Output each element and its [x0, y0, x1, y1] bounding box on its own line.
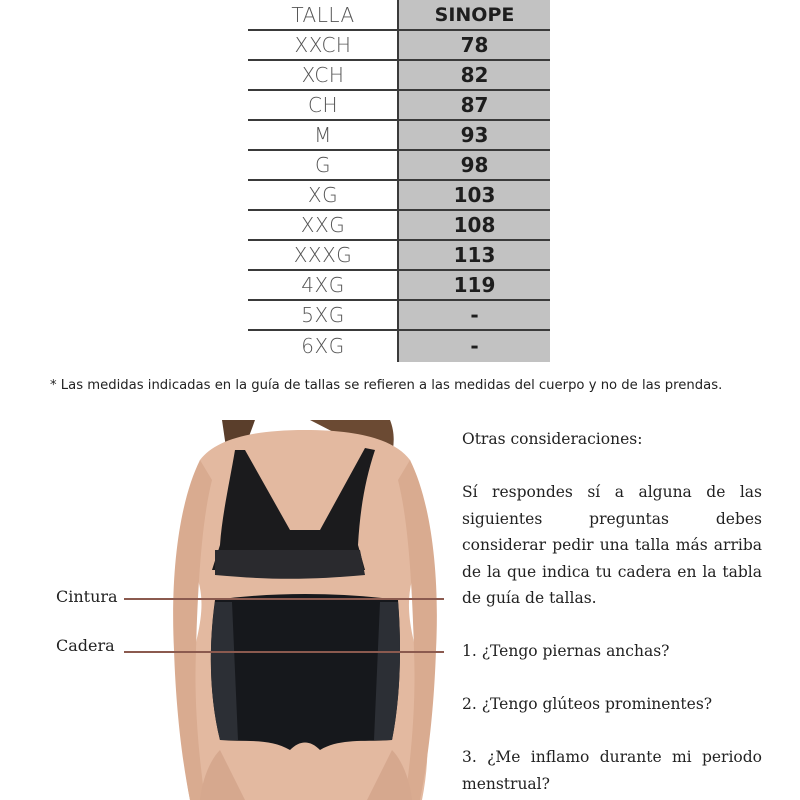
- size-cell: XG: [307, 183, 339, 207]
- size-cell: CH: [307, 93, 338, 117]
- hip-label: Cadera: [56, 636, 115, 655]
- model-photo: [160, 420, 450, 800]
- table-header-row: [248, 0, 550, 30]
- value-cell: -: [399, 300, 550, 330]
- size-cell: XXCH: [294, 33, 352, 57]
- considerations-title: Otras consideraciones:: [462, 430, 643, 448]
- value-cell: 108: [399, 210, 550, 240]
- question-item: 1. ¿Tengo piernas anchas?: [462, 642, 670, 660]
- hip-measure-line: [124, 651, 444, 653]
- question-item: 3. ¿Me inflamo durante mi periodo menstrual?: [462, 748, 762, 793]
- size-chart-table: [248, 0, 550, 362]
- value-cell: 113: [399, 240, 550, 270]
- size-cell: 6XG: [301, 334, 345, 358]
- size-guide-footnote: * Las medidas indicadas en la guía de tallas se refieren a las medidas del cuerpo y no de las prendas.: [50, 378, 723, 393]
- header-value: SINOPE: [399, 0, 550, 30]
- table-row: [248, 120, 550, 150]
- size-cell: 5XG: [301, 303, 345, 327]
- value-cell: 98: [399, 150, 550, 180]
- table-row: [248, 240, 550, 270]
- waist-measure-line: [124, 598, 444, 600]
- size-cell: XXXG: [293, 243, 353, 267]
- size-cell: 4XG: [301, 273, 345, 297]
- table-row: [248, 180, 550, 210]
- table-row: [248, 270, 550, 300]
- value-cell: 119: [399, 270, 550, 300]
- value-cell: 93: [399, 120, 550, 150]
- size-cell: XXG: [300, 213, 346, 237]
- table-divider: [248, 29, 550, 31]
- table-divider: [248, 209, 550, 211]
- value-cell: 87: [399, 90, 550, 120]
- considerations-intro: Sí respondes sí a alguna de las siguientes preguntas debes considerar pedir una talla más arriba de la que indica tu cadera en la tabla de guía de tallas.: [462, 483, 762, 607]
- table-divider: [248, 299, 550, 301]
- table-row: [248, 330, 550, 362]
- table-row: [248, 210, 550, 240]
- question-item: 2. ¿Tengo glúteos prominentes?: [462, 695, 713, 713]
- table-divider: [248, 89, 550, 91]
- size-cell: G: [315, 153, 331, 177]
- table-divider: [248, 269, 550, 271]
- table-divider: [248, 239, 550, 241]
- table-divider: [248, 149, 550, 151]
- size-cell: M: [314, 123, 332, 147]
- waist-label: Cintura: [56, 587, 118, 606]
- value-cell: 82: [399, 60, 550, 90]
- value-cell: 78: [399, 30, 550, 60]
- table-divider: [248, 59, 550, 61]
- table-row: [248, 150, 550, 180]
- model-illustration: [160, 420, 450, 800]
- table-divider: [248, 329, 550, 331]
- table-row: [248, 60, 550, 90]
- table-row: [248, 30, 550, 60]
- table-row: [248, 300, 550, 330]
- value-cell: -: [399, 330, 550, 362]
- table-row: [248, 90, 550, 120]
- size-cell: XCH: [301, 63, 345, 87]
- table-divider: [248, 119, 550, 121]
- value-cell: 103: [399, 180, 550, 210]
- table-column-divider: [397, 0, 399, 362]
- header-size: TALLA: [291, 3, 355, 27]
- table-divider: [248, 179, 550, 181]
